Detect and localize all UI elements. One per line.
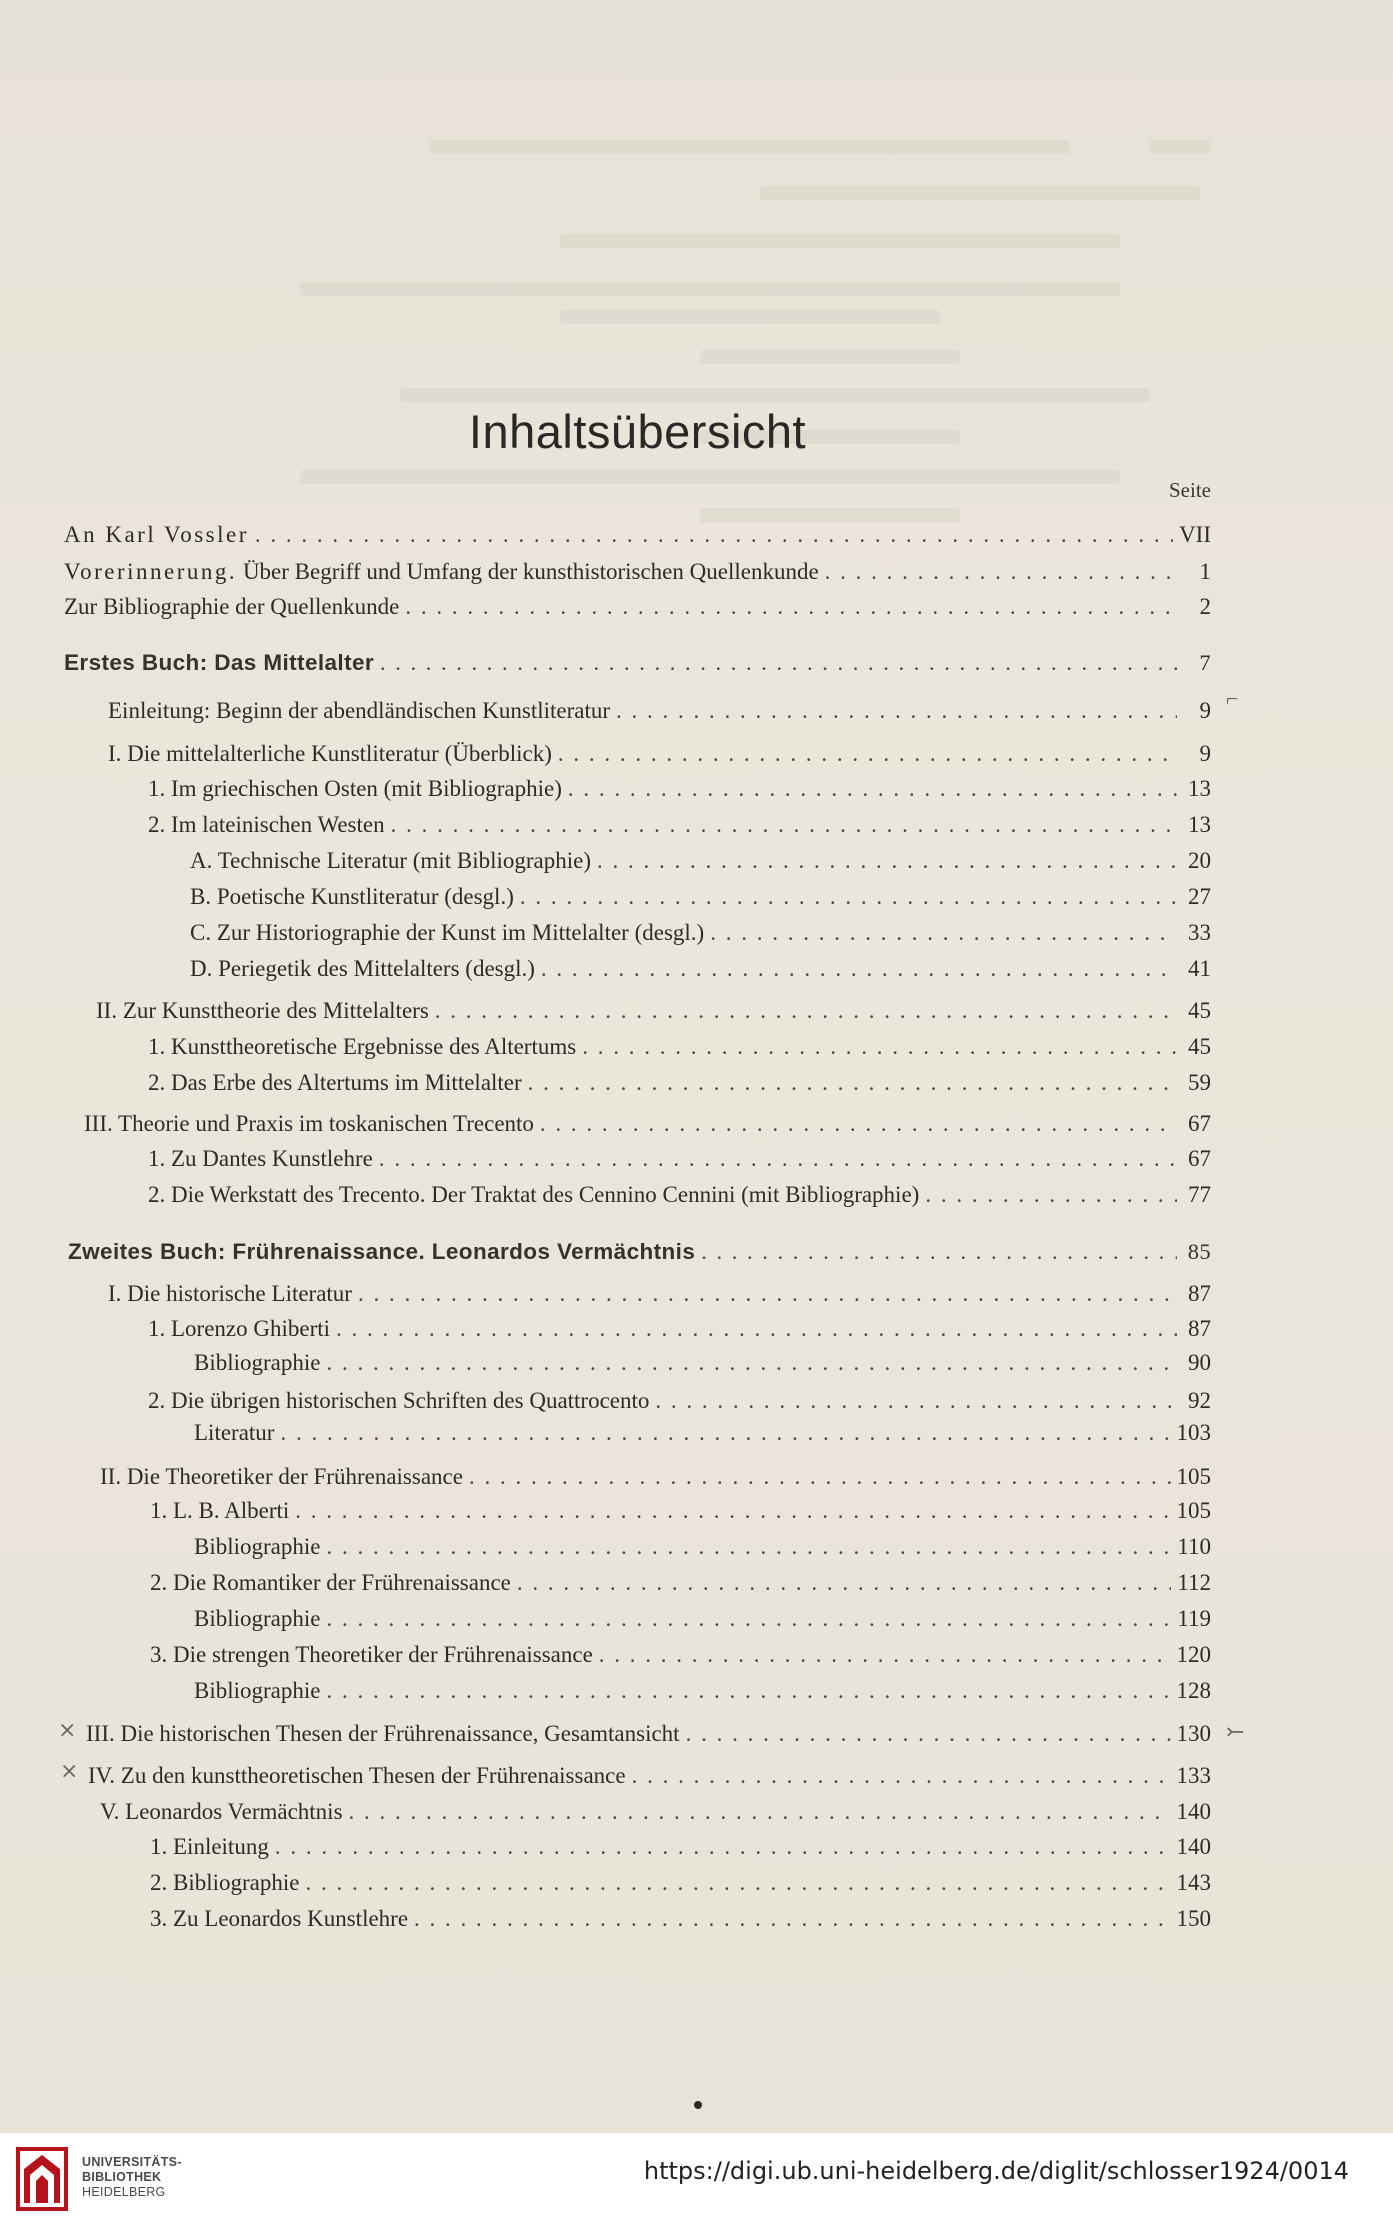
toc-entry [148, 810, 1211, 840]
toc-entry [64, 557, 1211, 587]
toc-entry-label: 2. Das Erbe des Altertums im Mittelalter [148, 1070, 522, 1095]
toc-entry [84, 1109, 1211, 1139]
dot-leader [469, 1462, 1171, 1492]
dot-leader [558, 739, 1177, 769]
toc-book-heading [68, 1237, 1211, 1267]
toc-entry-page: 2 [1199, 594, 1211, 619]
toc-entry-label: Bibliographie [194, 1534, 321, 1559]
toc-entry [86, 1719, 1211, 1749]
library-name-line: BIBLIOTHEK [82, 2170, 162, 2184]
dot-leader [336, 1314, 1177, 1344]
toc-entry [148, 1144, 1211, 1174]
toc-entry [190, 846, 1211, 876]
toc-entry [194, 1604, 1211, 1634]
toc-entry-page: 105 [1176, 1498, 1211, 1523]
pencil-mark-icon: ⨯ [58, 1717, 77, 1742]
toc-entry [100, 1797, 1211, 1827]
toc-entry-label: I. Die historische Literatur [108, 1281, 352, 1306]
toc-entry-page: 90 [1188, 1350, 1211, 1375]
library-name-line: UNIVERSITÄTS- [82, 2155, 182, 2169]
toc-entry-label: Erstes Buch: Das Mittelalter [64, 650, 375, 675]
pencil-mark-icon: ⌐ [1226, 686, 1239, 711]
dot-leader [825, 557, 1177, 587]
dot-leader [358, 1279, 1177, 1309]
toc-entry-label: 3. Die strengen Theoretiker der Frührenaissance [150, 1642, 593, 1667]
toc-entry [190, 918, 1211, 948]
toc-entry-page: 59 [1188, 1070, 1211, 1095]
toc-entry [108, 1279, 1211, 1309]
toc-book-heading [64, 648, 1211, 678]
toc-entry-page: 92 [1188, 1388, 1211, 1413]
toc-entry-label: 2. Die Romantiker der Frührenaissance [150, 1570, 511, 1595]
toc-entry-page: 110 [1177, 1534, 1211, 1559]
dot-leader [528, 1068, 1177, 1098]
toc-entry-page: 143 [1176, 1870, 1211, 1895]
toc-entry-page: 85 [1187, 1239, 1211, 1264]
toc-entry-page: 105 [1176, 1464, 1211, 1489]
toc-entry-label: B. Poetische Kunstliteratur (desgl.) [190, 884, 514, 909]
toc-entry-page: 9 [1199, 698, 1211, 723]
toc-entry-label: Bibliographie [194, 1350, 321, 1375]
university-library-logo-icon [16, 2147, 68, 2211]
toc-entry-page: 77 [1188, 1182, 1211, 1207]
toc-entry-label: An Karl Vossler [64, 522, 249, 547]
dot-leader [517, 1568, 1171, 1598]
dot-leader [632, 1761, 1171, 1791]
toc-entry [148, 1032, 1211, 1062]
toc-entry-label: IV. Zu den kunsttheoretischen Thesen der Frührenaissance [88, 1763, 626, 1788]
toc-entry-page: 67 [1188, 1111, 1211, 1136]
dot-leader [295, 1496, 1170, 1526]
toc-entry-label: Über Begriff und Umfang der kunsthistorischen Quellenkunde [242, 559, 819, 584]
toc-entry-page: 130 [1176, 1721, 1211, 1746]
toc-entry-label: Einleitung: Beginn der abendländischen Kunstliteratur [108, 698, 611, 723]
toc-entry-page: 87 [1188, 1316, 1211, 1341]
toc-entry [64, 592, 1211, 622]
toc-entry [108, 696, 1211, 726]
toc-entry [190, 882, 1211, 912]
dot-leader [520, 882, 1177, 912]
dot-leader [255, 520, 1173, 550]
toc-entry [150, 1640, 1211, 1670]
toc-entry-label: 1. Lorenzo Ghiberti [148, 1316, 331, 1341]
column-header-page: Seite [1169, 478, 1211, 502]
toc-entry-label: II. Die Theoretiker der Frührenaissance [100, 1464, 463, 1489]
toc-entry-label: Literatur [194, 1420, 275, 1445]
toc-entry [194, 1348, 1211, 1378]
toc-entry-label: V. Leonardos Vermächtnis [100, 1799, 343, 1824]
dot-leader [379, 1144, 1177, 1174]
toc-entry-page: 133 [1176, 1763, 1211, 1788]
toc-entry [148, 1068, 1211, 1098]
dot-leader [326, 1676, 1170, 1706]
show-through-text [0, 0, 1393, 560]
toc-entry [96, 996, 1211, 1026]
dot-leader [599, 1640, 1171, 1670]
pencil-mark-icon: ⨯ [60, 1758, 79, 1783]
toc-entry-page: 13 [1188, 776, 1211, 801]
dot-leader [326, 1348, 1177, 1378]
toc-entry-page: 1 [1199, 559, 1211, 584]
toc-entry-page: 20 [1188, 848, 1211, 873]
dot-leader [280, 1418, 1170, 1448]
viewer-footer [0, 2133, 1393, 2233]
toc-entry-page: 140 [1176, 1834, 1211, 1859]
toc-entry-page: 87 [1188, 1281, 1211, 1306]
toc-entry-label: A. Technische Literatur (mit Bibliographie) [190, 848, 591, 873]
dot-leader [326, 1604, 1171, 1634]
toc-entry [108, 739, 1211, 769]
toc-entry-label: 2. Im lateinischen Westen [148, 812, 385, 837]
toc-entry [150, 1832, 1211, 1862]
toc-entry-page: 45 [1188, 998, 1211, 1023]
dot-leader [541, 954, 1177, 984]
toc-entry-page: 119 [1177, 1606, 1211, 1631]
dot-leader [655, 1386, 1177, 1416]
toc-entry-page: 33 [1188, 920, 1211, 945]
toc-entry [194, 1418, 1211, 1448]
toc-entry [190, 954, 1211, 984]
toc-entry-label: 3. Zu Leonardos Kunstlehre [150, 1906, 409, 1931]
toc-entry-page: VII [1179, 522, 1211, 547]
toc-entry-label: Zur Bibliographie der Quellenkunde [64, 594, 400, 619]
toc-entry-label: 1. L. B. Alberti [150, 1498, 290, 1523]
dot-leader [349, 1797, 1171, 1827]
toc-entry-label: Zweites Buch: Frührenaissance. Leonardos Vermächtnis [68, 1239, 696, 1264]
dot-leader [568, 774, 1177, 804]
dot-leader [597, 846, 1177, 876]
toc-entry-label: 1. Im griechischen Osten (mit Bibliographie) [148, 776, 562, 801]
toc-entry-label: 1. Einleitung [150, 1834, 269, 1859]
page-title: Inhaltsübersicht [468, 405, 807, 458]
toc-entry [148, 774, 1211, 804]
dot-leader [405, 592, 1177, 622]
toc-entry-label: I. Die mittelalterliche Kunstliteratur (Überblick) [108, 741, 552, 766]
toc-entry-label: 2. Die Werkstatt des Trecento. Der Traktat des Cennino Cennini (mit Bibliographie) [148, 1182, 920, 1207]
toc-entry [148, 1314, 1211, 1344]
dot-leader [275, 1832, 1171, 1862]
toc-entry-page: 41 [1188, 956, 1211, 981]
toc-entry-label: 1. Zu Dantes Kunstlehre [148, 1146, 373, 1171]
toc-entry [100, 1462, 1211, 1492]
toc-entry-label: II. Zur Kunsttheorie des Mittelalters [96, 998, 429, 1023]
dot-leader [925, 1180, 1177, 1210]
toc-entry [150, 1904, 1211, 1934]
toc-entry-label: Bibliographie [194, 1606, 321, 1631]
toc-entry-page: 27 [1188, 884, 1211, 909]
pencil-mark-icon: ⤚ [1226, 1719, 1245, 1744]
dot-leader [326, 1532, 1171, 1562]
toc-entry [148, 1180, 1211, 1210]
toc-entry [150, 1496, 1211, 1526]
dot-leader [710, 918, 1177, 948]
toc-entry-page: 140 [1176, 1799, 1211, 1824]
toc-entry-label: III. Die historischen Thesen der Frührenaissance, Gesamtansicht [86, 1721, 680, 1746]
library-name [82, 2155, 182, 2200]
dot-leader [582, 1032, 1177, 1062]
toc-entry-label: C. Zur Historiographie der Kunst im Mittelalter (desgl.) [190, 920, 705, 945]
toc-entry-page: 112 [1177, 1570, 1211, 1595]
dot-leader [305, 1868, 1170, 1898]
toc-entry-page: 103 [1176, 1420, 1211, 1445]
page-mark [694, 2101, 702, 2109]
dot-leader [616, 696, 1177, 726]
dot-leader [414, 1904, 1170, 1934]
dot-leader [540, 1109, 1177, 1139]
dot-leader [701, 1237, 1177, 1267]
toc-entry [150, 1868, 1211, 1898]
toc-entry-label: 2. Die übrigen historischen Schriften des Quattrocento [148, 1388, 650, 1413]
permalink-url[interactable]: https://digi.ub.uni-heidelberg.de/diglit/schlosser1924/0014 [643, 2157, 1349, 2185]
library-name-line: HEIDELBERG [82, 2185, 166, 2199]
toc-entry-label: D. Periegetik des Mittelalters (desgl.) [190, 956, 535, 981]
dot-leader [391, 810, 1177, 840]
dot-leader [435, 996, 1177, 1026]
toc-entry-label: Bibliographie [194, 1678, 321, 1703]
toc-entry [194, 1676, 1211, 1706]
toc-entry [148, 1386, 1211, 1416]
toc-entry-page: 67 [1188, 1146, 1211, 1171]
toc-entry [194, 1532, 1211, 1562]
dot-leader [380, 648, 1177, 678]
toc-entry-page: 13 [1188, 812, 1211, 837]
toc-entry [150, 1568, 1211, 1598]
toc-entry-page: 128 [1176, 1678, 1211, 1703]
dot-leader [686, 1719, 1171, 1749]
toc-entry-page: 150 [1176, 1906, 1211, 1931]
toc-entry [88, 1761, 1211, 1791]
toc-entry-page: 120 [1176, 1642, 1211, 1667]
toc-entry-label: 1. Kunsttheoretische Ergebnisse des Altertums [148, 1034, 577, 1059]
toc-entry [64, 520, 1211, 550]
toc-entry-page: 9 [1199, 741, 1211, 766]
toc-entry-label-lead: Vorerinnerung. [64, 559, 238, 584]
toc-entry-label: III. Theorie und Praxis im toskanischen Trecento [84, 1111, 534, 1136]
toc-entry-page: 45 [1188, 1034, 1211, 1059]
toc-entry-page: 7 [1199, 650, 1211, 675]
toc-entry-label: 2. Bibliographie [150, 1870, 300, 1895]
